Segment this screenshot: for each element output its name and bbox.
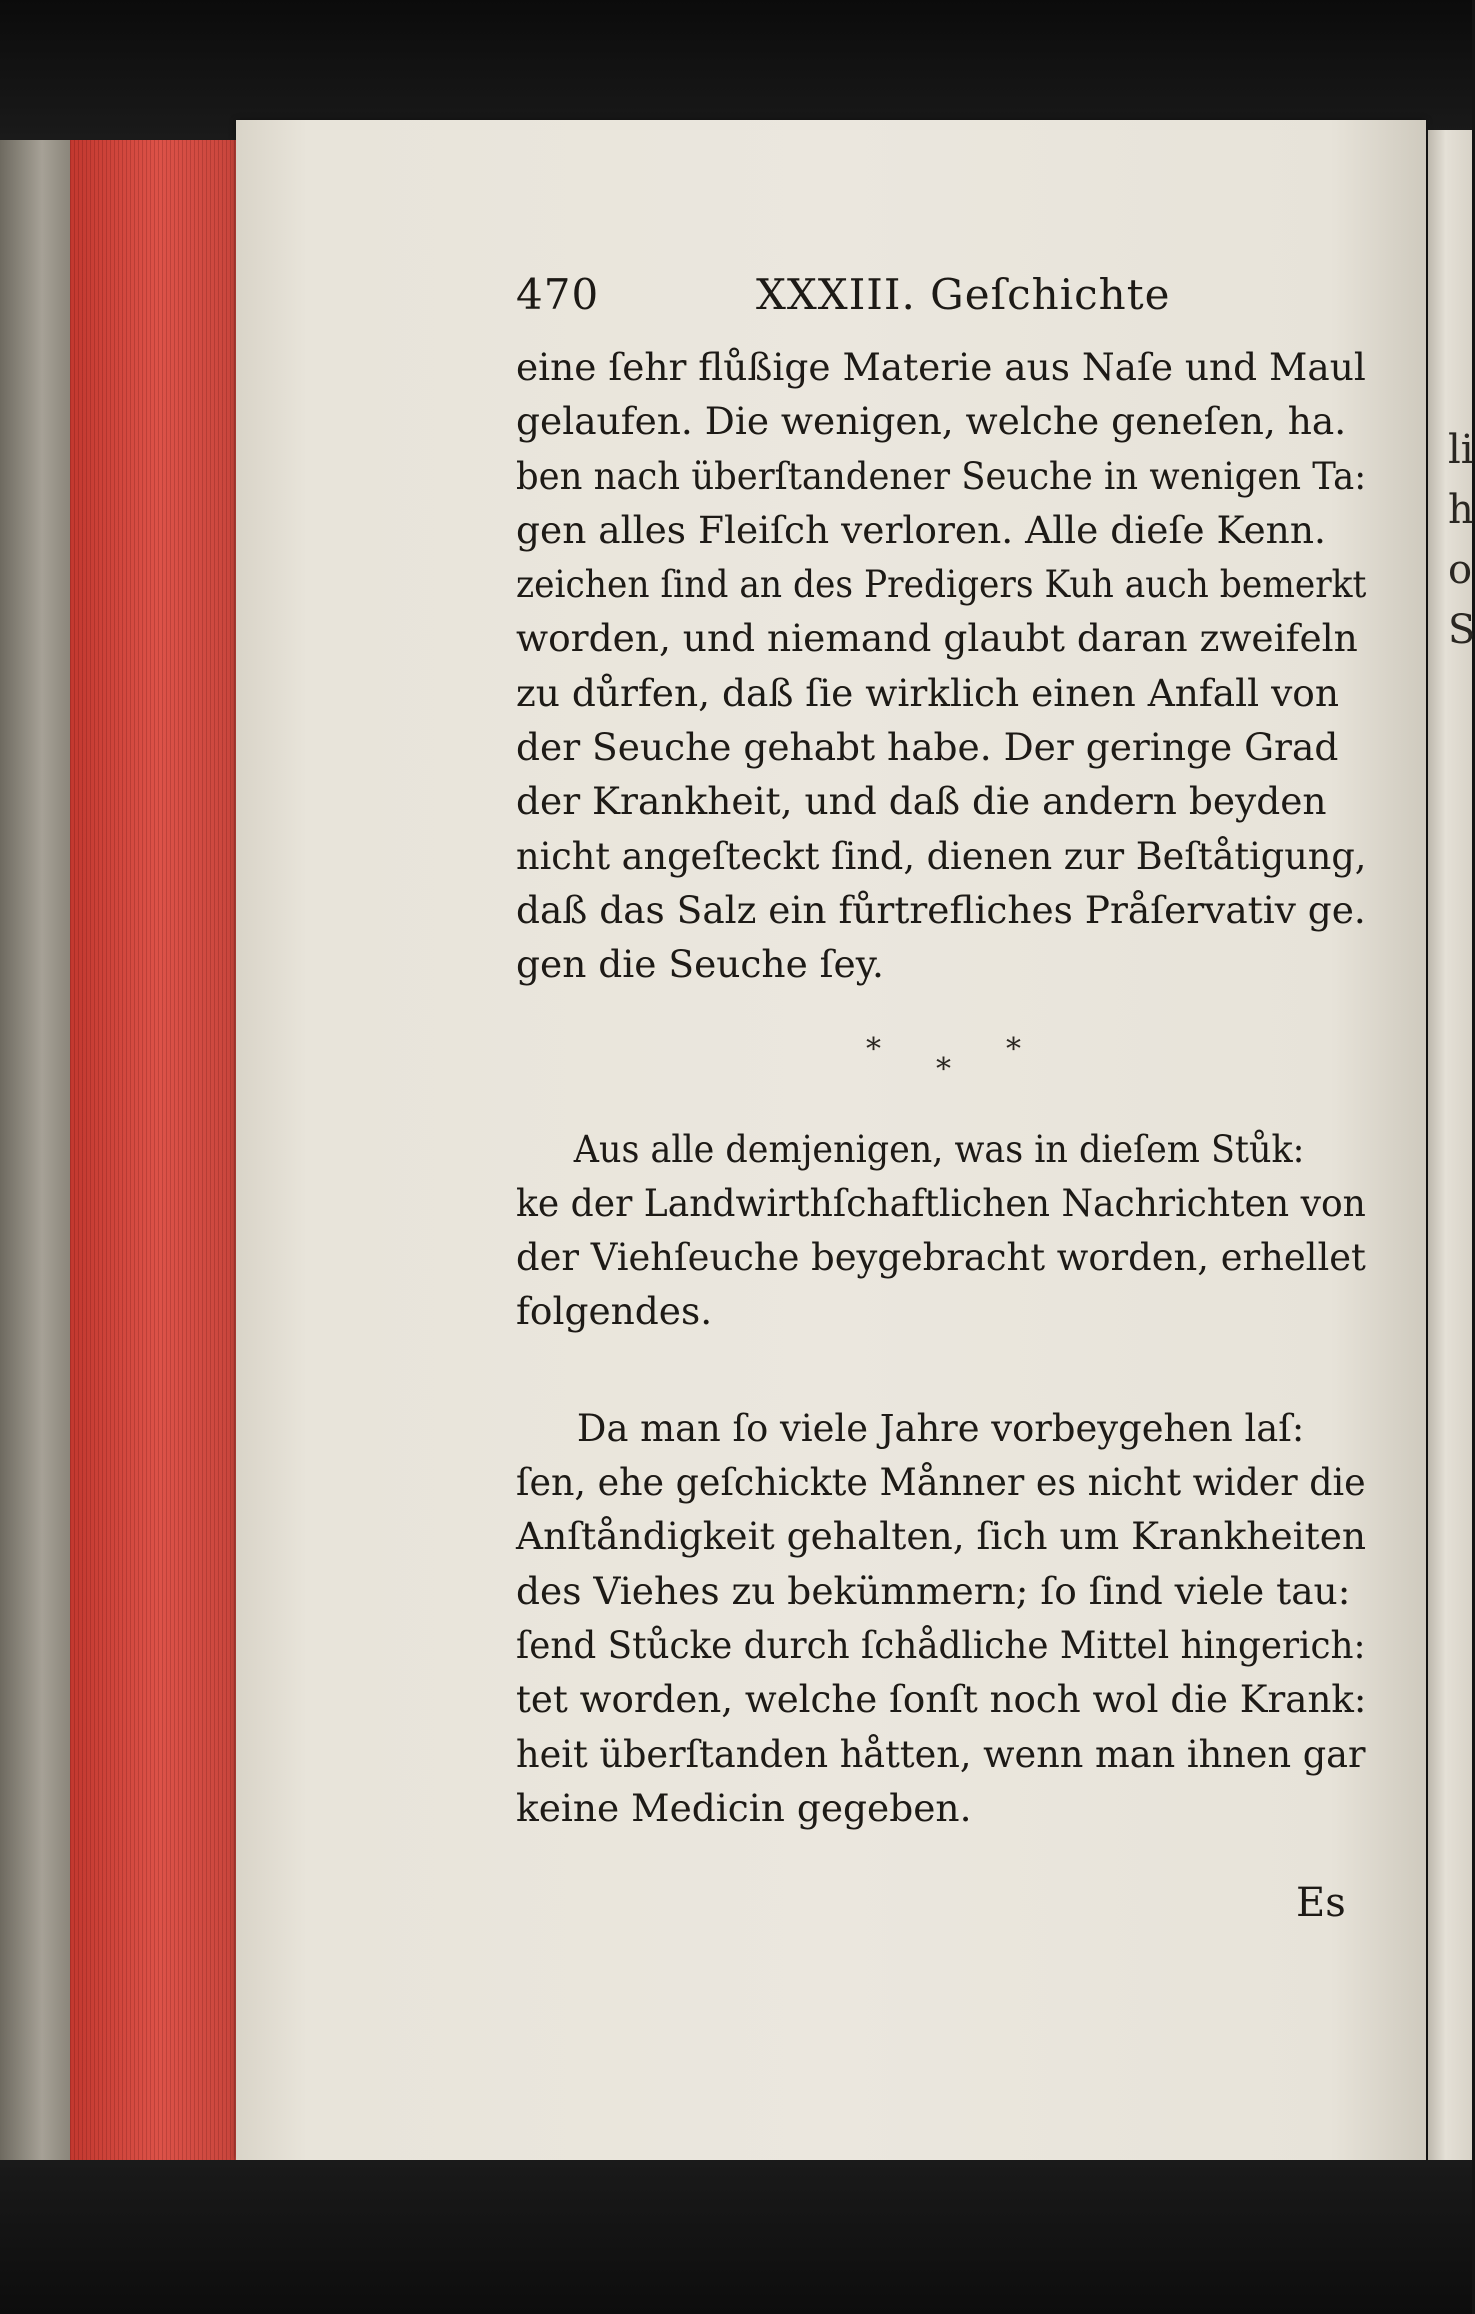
- asterisk-ornament: *: [936, 1051, 951, 1087]
- text-line: zu důrfen, daß ſie wirklich einen Anfall von: [516, 670, 1339, 715]
- text-line: der Seuche gehabt habe. Der geringe Grad: [516, 725, 1339, 770]
- book-cover-edge: [0, 140, 70, 2160]
- facing-glyph: o: [1448, 547, 1473, 593]
- text-line: der Krankheit, und daß die andern beyden: [516, 779, 1327, 824]
- text-line: ke der Landwirthſchaftlichen Nachrichten von: [516, 1180, 1366, 1225]
- red-page-edges: [70, 140, 250, 2160]
- paragraph-2: [516, 1122, 1366, 1339]
- text-line: daß das Salz ein fůrtrefliches Pråſervativ ge.: [516, 887, 1366, 932]
- facing-page-text: [1448, 420, 1475, 660]
- text-line: des Viehes zu bekümmern; ſo ſind viele tau:: [516, 1568, 1351, 1613]
- text-line: Anſtåndigkeit gehalten, ſich um Krankheiten: [516, 1514, 1367, 1559]
- text-line: gelaufen. Die wenigen, welche geneſen, ha.: [516, 399, 1347, 444]
- text-line: Da man ſo viele Jahre vorbeygehen laſ:: [576, 1405, 1305, 1450]
- facing-glyph: h: [1448, 487, 1474, 533]
- section-separator: [516, 992, 1366, 1122]
- running-head: [516, 270, 1366, 340]
- asterisk-ornament: *: [1006, 1031, 1021, 1067]
- text-line: Aus alle demjenigen, was in dieſem Stůk:: [573, 1126, 1305, 1171]
- text-line: ſend Stůcke durch ſchådliche Mittel hingerich:: [516, 1622, 1366, 1667]
- text-line: eine ſehr flůßige Materie aus Naſe und Maul: [516, 345, 1366, 389]
- text-line: keine Medicin gegeben.: [516, 1785, 972, 1830]
- page-number: 470: [516, 270, 600, 319]
- facing-glyph: li: [1448, 427, 1474, 473]
- catchword: Es: [1296, 1880, 1346, 1926]
- paragraph-gap: [516, 1339, 1366, 1401]
- text-line: zeichen ſind an des Predigers Kuh auch bemerkt: [516, 562, 1367, 607]
- text-line: ſen, ehe geſchickte Månner es nicht wider die: [516, 1460, 1366, 1505]
- text-line: gen alles Fleiſch verloren. Alle dieſe Kenn.: [516, 507, 1326, 552]
- paragraph-1: [516, 340, 1366, 992]
- chapter-title: XXXIII. Geſchichte: [756, 270, 1171, 319]
- text-line: gen die Seuche ſey.: [516, 942, 884, 987]
- text-line: worden, und niemand glaubt daran zweifeln: [516, 616, 1358, 661]
- text-line: tet worden, welche ſonſt noch wol die Krank:: [516, 1677, 1367, 1722]
- text-line: ben nach überſtandener Seuche in wenigen Ta:: [516, 453, 1367, 498]
- text-line: der Viehſeuche beygebracht worden, erhellet: [516, 1235, 1366, 1280]
- backdrop-bottom: [0, 2160, 1472, 2314]
- facing-glyph: S: [1448, 607, 1475, 653]
- backdrop-top: [0, 0, 1472, 140]
- text-line: nicht angeſteckt ſind, dienen zur Beſtåtigung,: [516, 833, 1367, 878]
- text-line: folgendes.: [516, 1289, 713, 1334]
- page-content: [516, 270, 1366, 1835]
- asterisk-ornament: *: [866, 1031, 881, 1067]
- paragraph-3: [516, 1401, 1366, 1835]
- text-line: heit überſtanden håtten, wenn man ihnen gar: [516, 1731, 1366, 1776]
